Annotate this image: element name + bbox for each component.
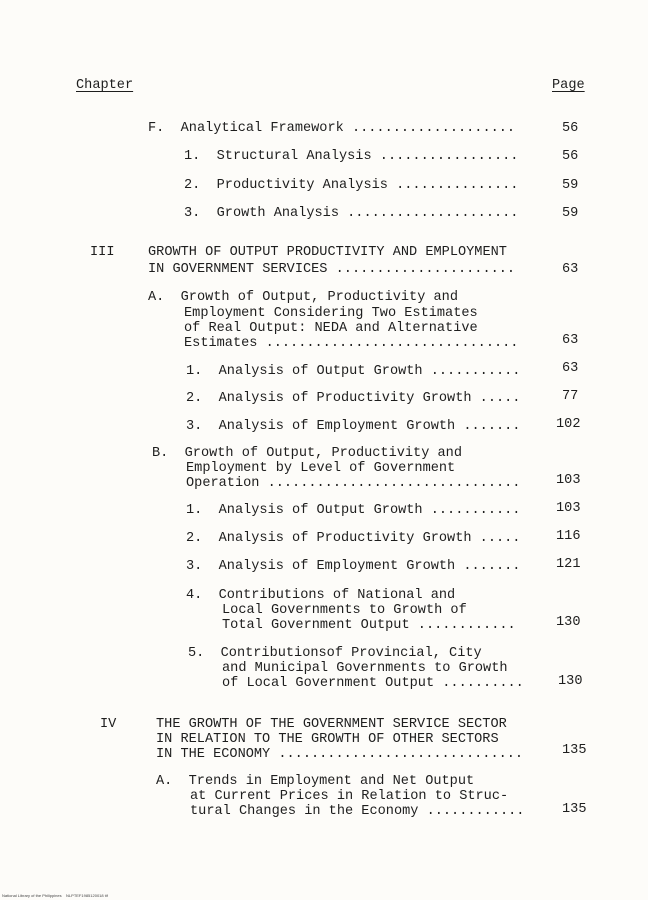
toc-entry: 1. Analysis of Output Growth ...........: [186, 364, 521, 379]
toc-page-number: 77: [562, 389, 579, 404]
toc-page-number: 116: [556, 529, 581, 544]
toc-entry: at Current Prices in Relation to Struc-: [190, 789, 509, 804]
toc-entry: 2. Analysis of Productivity Growth .....: [186, 391, 521, 406]
toc-page-number: 59: [562, 178, 579, 193]
toc-entry: 3. Analysis of Employment Growth .......: [186, 559, 521, 574]
toc-page-number: 59: [562, 206, 579, 221]
toc-entry: B. Growth of Output, Productivity and: [152, 446, 462, 461]
toc-page-number: 121: [556, 557, 581, 572]
toc-page-number: 102: [556, 417, 581, 432]
toc-entry: 3. Analysis of Employment Growth .......: [186, 419, 521, 434]
toc-page-number: 63: [562, 333, 579, 348]
page-heading: Page: [552, 78, 585, 93]
toc-entry: 4. Contributions of National and: [186, 588, 456, 603]
scan-footer: National Library of the Philippines NLPTEF1985120018 tif: [2, 893, 108, 898]
toc-entry: of Real Output: NEDA and Alternative: [184, 321, 478, 336]
toc-page-number: 135: [562, 802, 587, 817]
toc-entry: Employment Considering Two Estimates: [184, 306, 478, 321]
toc-entry: IN GOVERNMENT SERVICES ......................: [148, 262, 516, 277]
chapter-heading: Chapter: [76, 78, 134, 93]
toc-entry: 3. Growth Analysis .....................: [184, 206, 519, 221]
toc-entry: of Local Government Output ..........: [222, 676, 524, 691]
toc-entry: Local Governments to Growth of: [222, 603, 467, 618]
toc-entry: Employment by Level of Government: [186, 461, 456, 476]
toc-entry: Total Government Output ............: [222, 618, 516, 633]
toc-entry: Operation ...............................: [186, 476, 521, 491]
toc-entry: 2. Productivity Analysis ...............: [184, 178, 519, 193]
toc-page-number: 63: [562, 262, 579, 277]
toc-entry: F. Analytical Framework ....................: [148, 121, 516, 136]
toc-page-number: 130: [558, 674, 583, 689]
toc-entry: A. Growth of Output, Productivity and: [148, 290, 458, 305]
toc-entry: THE GROWTH OF THE GOVERNMENT SERVICE SECTOR: [156, 717, 507, 732]
toc-page-number: 135: [562, 743, 587, 758]
toc-entry: Estimates ...............................: [184, 336, 519, 351]
toc-entry: tural Changes in the Economy ............: [190, 804, 525, 819]
toc-entry: 1. Structural Analysis .................: [184, 149, 519, 164]
toc-entry: and Municipal Governments to Growth: [222, 661, 508, 676]
toc-entry: 5. Contributionsof Provincial, City: [188, 646, 482, 661]
toc-page-number: 130: [556, 615, 581, 630]
chapter-number: IV: [100, 717, 117, 732]
toc-entry: 1. Analysis of Output Growth ...........: [186, 503, 521, 518]
toc-page-number: 63: [562, 361, 579, 376]
toc-entry: A. Trends in Employment and Net Output: [156, 774, 475, 789]
toc-page-number: 56: [562, 121, 579, 136]
toc-entry: IN THE ECONOMY ..............................: [156, 747, 524, 762]
toc-entry: GROWTH OF OUTPUT PRODUCTIVITY AND EMPLOYMENT: [148, 245, 507, 260]
toc-page-number: 103: [556, 473, 581, 488]
toc-page-number: 103: [556, 501, 581, 516]
toc-page-number: 56: [562, 149, 579, 164]
toc-entry: IN RELATION TO THE GROWTH OF OTHER SECTORS: [156, 732, 499, 747]
chapter-number: III: [90, 245, 115, 260]
toc-entry: 2. Analysis of Productivity Growth .....: [186, 531, 521, 546]
